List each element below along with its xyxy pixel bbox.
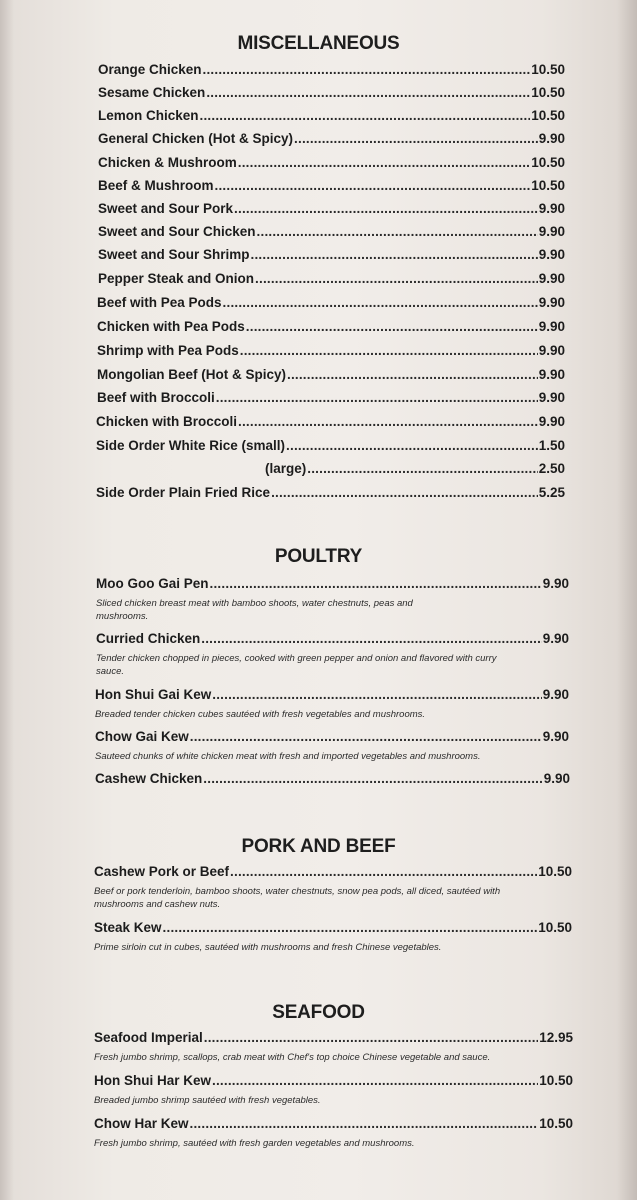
leader-dots	[246, 319, 538, 334]
item-description: Breaded tender chicken cubes sautéed with fresh vegetables and mushrooms.	[95, 709, 426, 720]
item-price: 9.90	[538, 131, 565, 146]
item-name: Sweet and Sour Chicken	[98, 224, 256, 239]
leader-dots	[307, 461, 537, 476]
item-price: 10.50	[538, 920, 572, 935]
leader-dots	[215, 178, 531, 193]
item-description: Prime sirloin cut in cubes, sautéed with mushrooms and fresh Chinese vegetables.	[94, 942, 442, 953]
item-price: 10.50	[531, 155, 565, 170]
item-name: Chow Har Kew	[94, 1116, 189, 1131]
menu-item	[97, 390, 565, 405]
item-price: 9.90	[538, 390, 565, 405]
item-name: (large)	[265, 461, 307, 476]
leader-dots	[190, 729, 542, 744]
menu-item	[94, 1116, 573, 1131]
leader-dots	[212, 1073, 538, 1088]
item-name: Steak Kew	[94, 920, 162, 935]
menu-item	[98, 85, 565, 100]
leader-dots	[206, 85, 530, 100]
item-price: 9.90	[538, 271, 565, 286]
item-name: Shrimp with Pea Pods	[97, 343, 239, 358]
menu-item	[98, 155, 565, 170]
leader-dots	[230, 864, 537, 879]
menu-item	[96, 414, 565, 429]
menu-item	[97, 367, 565, 382]
item-name: Sweet and Sour Shrimp	[98, 247, 250, 262]
item-price: 10.50	[531, 62, 565, 77]
leader-dots	[204, 1030, 538, 1045]
menu-item	[97, 295, 565, 310]
menu-item	[98, 178, 565, 193]
leader-dots	[200, 108, 531, 123]
menu-item	[97, 319, 565, 334]
leader-dots	[216, 390, 538, 405]
item-price: 9.90	[538, 343, 565, 358]
item-name: Beef & Mushroom	[98, 178, 214, 193]
item-price: 9.90	[538, 295, 565, 310]
item-name: Seafood Imperial	[94, 1030, 203, 1045]
item-name: Cashew Chicken	[95, 771, 203, 786]
item-price: 10.50	[531, 108, 565, 123]
menu-item	[98, 247, 565, 262]
item-name: General Chicken (Hot & Spicy)	[98, 131, 294, 146]
item-name: Chow Gai Kew	[95, 729, 189, 744]
menu-item	[98, 62, 565, 77]
menu-item	[94, 920, 572, 935]
leader-dots	[223, 295, 538, 310]
item-price: 9.90	[538, 224, 565, 239]
menu-item	[98, 201, 565, 216]
menu-item	[95, 729, 569, 744]
item-price: 10.50	[539, 1116, 573, 1131]
section-title-miscellaneous: MISCELLANEOUS	[237, 33, 400, 54]
item-name: Cashew Pork or Beef	[94, 864, 230, 879]
item-description: Breaded jumbo shrimp sautéed with fresh vegetables.	[94, 1095, 321, 1106]
item-price: 9.90	[538, 367, 565, 382]
item-price: 5.25	[538, 485, 565, 500]
item-name: Mongolian Beef (Hot & Spicy)	[97, 367, 286, 382]
item-name: Beef with Pea Pods	[97, 295, 222, 310]
menu-item	[98, 271, 565, 286]
leader-dots	[163, 920, 538, 935]
item-price: 9.90	[538, 414, 565, 429]
leader-dots	[238, 414, 538, 429]
menu-item	[98, 108, 565, 123]
item-description: Fresh jumbo shrimp, scallops, crab meat with Chef's top choice Chinese vegetable and sauce.	[94, 1052, 491, 1063]
item-price: 9.90	[538, 319, 565, 334]
item-description: Tender chicken chopped in pieces, cooked with green pepper and onion and flavored with curry sauce.	[96, 653, 497, 677]
item-name: Chicken with Broccoli	[96, 414, 238, 429]
item-price: 9.90	[542, 687, 569, 702]
menu-item	[96, 576, 569, 591]
item-name: Side Order White Rice (small)	[96, 438, 286, 453]
section-title-pork-and-beef: PORK AND BEEF	[241, 836, 396, 857]
item-price: 10.50	[531, 178, 565, 193]
item-price: 9.90	[538, 201, 565, 216]
leader-dots	[238, 155, 530, 170]
leader-dots	[212, 687, 541, 702]
menu-item	[95, 771, 570, 786]
item-price: 10.50	[538, 864, 572, 879]
item-description: Beef or pork tenderloin, bamboo shoots, water chestnuts, snow pea pods, all diced, sautéed with mushrooms and cashew nuts.	[94, 886, 501, 910]
menu-item	[96, 631, 569, 646]
leader-dots	[201, 631, 541, 646]
item-name: Chicken & Mushroom	[98, 155, 237, 170]
leader-dots	[203, 771, 542, 786]
menu-item	[96, 485, 565, 500]
item-price: 9.90	[543, 771, 570, 786]
item-price: 9.90	[542, 631, 569, 646]
item-price: 12.95	[539, 1030, 573, 1045]
item-name: Curried Chicken	[96, 631, 201, 646]
leader-dots	[287, 367, 538, 382]
menu-item	[265, 461, 565, 476]
menu-item	[97, 343, 565, 358]
leader-dots	[286, 438, 538, 453]
item-name: Hon Shui Har Kew	[94, 1073, 212, 1088]
item-name: Lemon Chicken	[98, 108, 199, 123]
menu-item	[94, 864, 572, 879]
leader-dots	[294, 131, 538, 146]
section-title-poultry: POULTRY	[274, 546, 363, 567]
item-name: Moo Goo Gai Pen	[96, 576, 209, 591]
leader-dots	[190, 1116, 539, 1131]
leader-dots	[251, 247, 538, 262]
leader-dots	[210, 576, 542, 591]
menu-item	[95, 687, 569, 702]
menu-item	[98, 224, 565, 239]
item-name: Chicken with Pea Pods	[97, 319, 245, 334]
item-description: Fresh jumbo shrimp, sautéed with fresh garden vegetables and mushrooms.	[94, 1138, 415, 1149]
item-name: Orange Chicken	[98, 62, 202, 77]
item-price: 9.90	[538, 247, 565, 262]
item-name: Sesame Chicken	[98, 85, 206, 100]
item-description: Sauteed chunks of white chicken meat with fresh and imported vegetables and mushrooms.	[95, 751, 481, 762]
item-description: Sliced chicken breast meat with bamboo shoots, water chestnuts, peas and mushrooms.	[96, 598, 413, 622]
item-price: 9.90	[542, 729, 569, 744]
leader-dots	[255, 271, 538, 286]
item-name: Side Order Plain Fried Rice	[96, 485, 271, 500]
item-price: 10.50	[531, 85, 565, 100]
item-price: 9.90	[542, 576, 569, 591]
menu-item	[96, 438, 565, 453]
item-name: Sweet and Sour Pork	[98, 201, 234, 216]
item-name: Hon Shui Gai Kew	[95, 687, 212, 702]
leader-dots	[271, 485, 538, 500]
item-price: 2.50	[538, 461, 565, 476]
menu-item	[94, 1073, 573, 1088]
item-name: Beef with Broccoli	[97, 390, 215, 405]
item-price: 1.50	[538, 438, 565, 453]
item-price: 10.50	[539, 1073, 573, 1088]
leader-dots	[203, 62, 531, 77]
leader-dots	[257, 224, 538, 239]
section-title-seafood: SEAFOOD	[272, 1002, 365, 1023]
menu-item	[98, 131, 565, 146]
leader-dots	[240, 343, 538, 358]
item-name: Pepper Steak and Onion	[98, 271, 255, 286]
leader-dots	[234, 201, 538, 216]
menu-item	[94, 1030, 573, 1045]
